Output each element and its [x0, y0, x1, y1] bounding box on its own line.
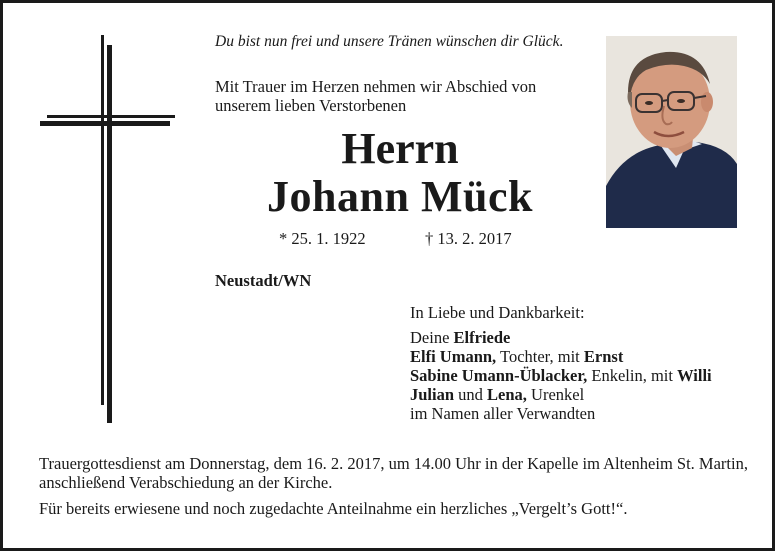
thanks-line: In Liebe und Dankbarkeit:: [410, 303, 585, 322]
cross-icon: [39, 35, 179, 425]
service-announcement: Trauergottesdienst am Donnerstag, dem 16. 2. 2017, um 14.00 Uhr in der Kapelle im Altenheim St. Martin, anschließend Verabschiedung an der Kirche.: [39, 454, 748, 492]
portrait-photo: [606, 36, 737, 228]
mourners-list: [410, 303, 755, 423]
mourner-line: Deine Elfriede: [410, 328, 511, 347]
intro-text: Mit Trauer im Herzen nehmen wir Abschied von unserem lieben Verstorbenen: [215, 77, 537, 115]
death-date: † 13. 2. 2017: [425, 229, 512, 248]
mourner-line: Julian und Lena, Urenkel: [410, 385, 585, 404]
closing-thanks: Für bereits erwiesene und noch zugedachte Anteilnahme ein herzliches „Vergelt’s Gott!“.: [39, 499, 628, 518]
deceased-name: Johann Mück: [267, 172, 533, 221]
mourner-line: im Namen aller Verwandten: [410, 404, 596, 423]
motto: Du bist nun frei und unsere Tränen wünschen dir Glück.: [215, 33, 564, 50]
mourner-line: Elfi Umann, Tochter, mit Ernst: [410, 347, 624, 366]
salutation: Herrn: [341, 124, 459, 173]
place: Neustadt/WN: [215, 271, 312, 290]
birth-date: * 25. 1. 1922: [279, 229, 366, 248]
mourner-line: Sabine Umann-Üblacker, Enkelin, mit Willi: [410, 366, 712, 385]
